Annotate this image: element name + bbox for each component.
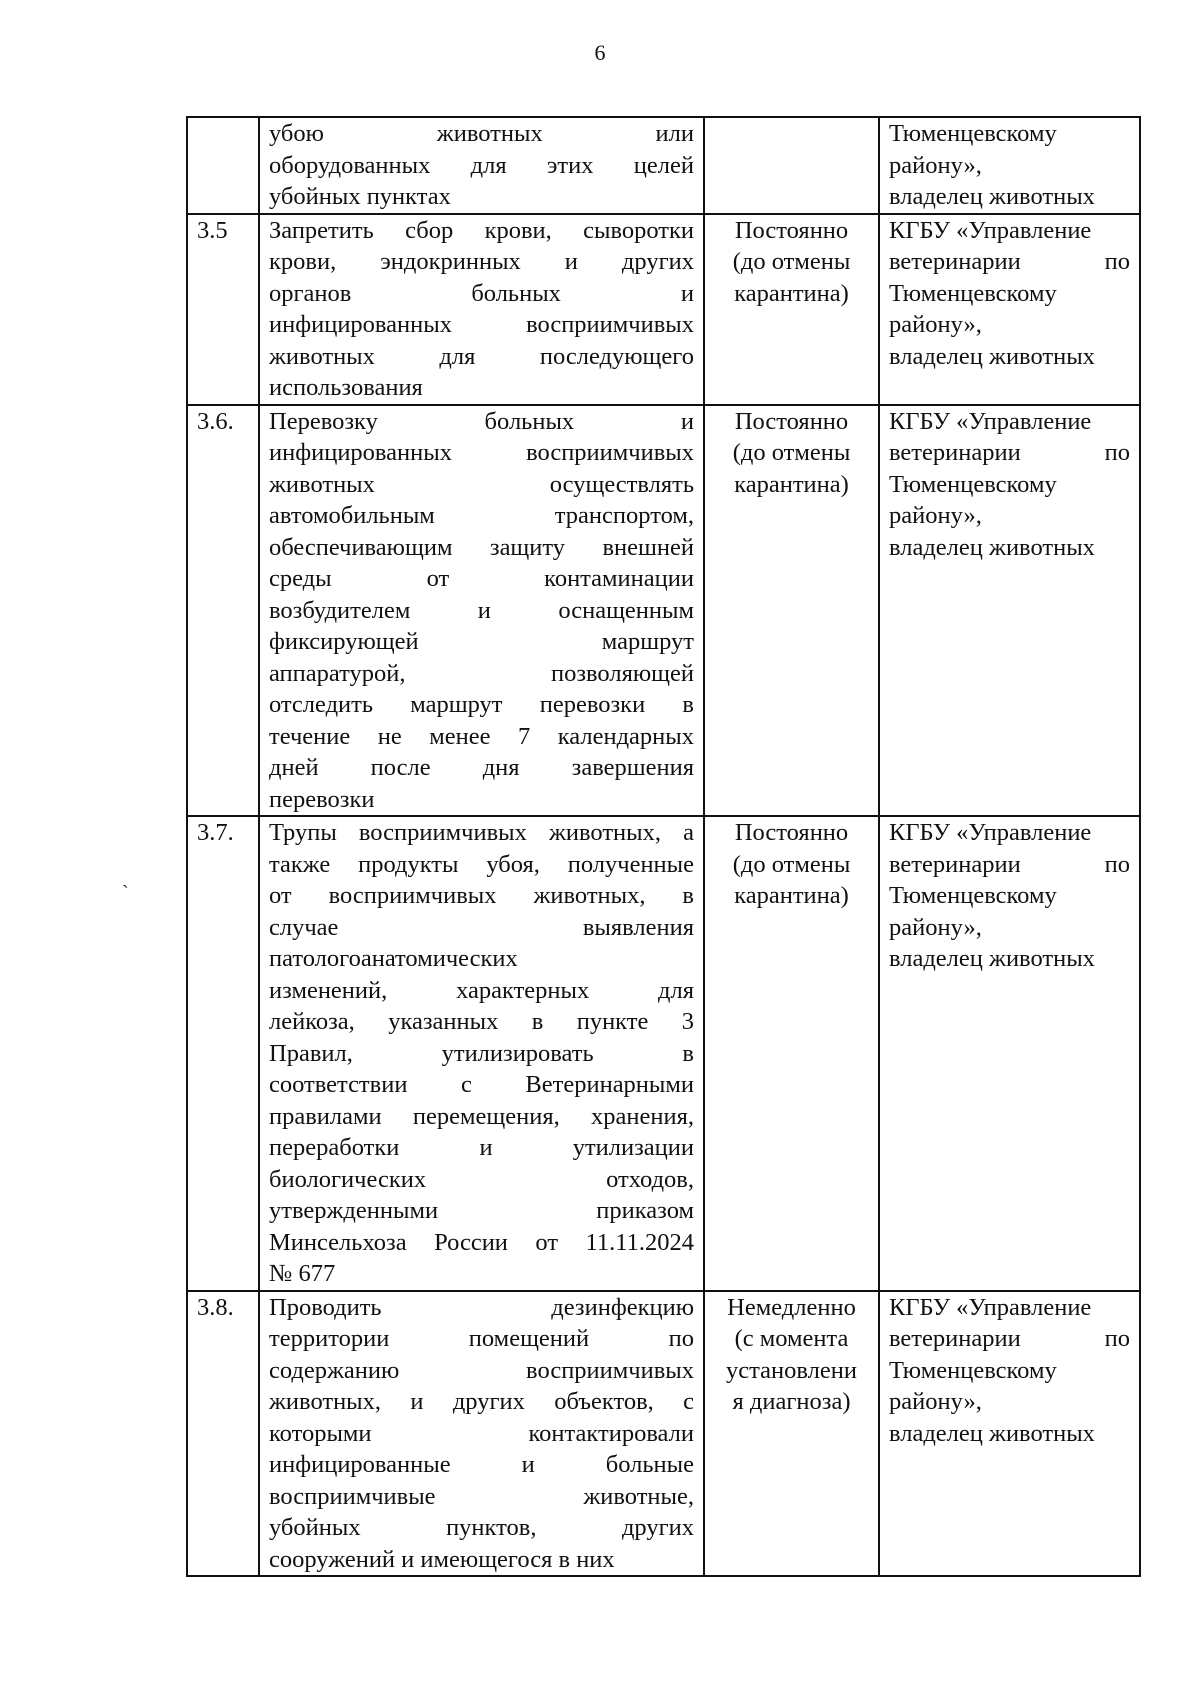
measure-text-line: убою животных или — [269, 120, 694, 147]
measure-text-line: Запретить сбор крови, сыворотки — [269, 216, 694, 244]
measure-text-line: органов больных и — [269, 279, 694, 307]
measure-text-line: животных осуществлять — [269, 470, 694, 498]
term-line: Постоянно — [734, 407, 849, 435]
measure-text-line: от восприимчивых животных, в — [269, 882, 694, 909]
table-row — [187, 117, 1140, 214]
measure-text — [259, 1291, 704, 1577]
table-row — [187, 816, 1140, 1291]
responsible-line: Тюменцевскому — [889, 882, 1057, 909]
responsible-line: КГБУ «Управление — [889, 407, 1092, 435]
term-line: (до отмены — [732, 850, 851, 878]
measure-text-line: сооружений и имеющегося в них — [269, 1545, 615, 1573]
measure-text-line: аппаратурой, позволяющей — [269, 659, 694, 687]
responsible-line: ветеринарии по — [889, 248, 1130, 275]
measures-table — [186, 116, 1141, 1577]
measure-text — [259, 816, 704, 1291]
measure-text-line: № 677 — [269, 1260, 336, 1287]
measure-text-line: отследить маршрут перевозки в — [269, 691, 694, 718]
measure-text-line: фиксирующей маршрут — [269, 628, 694, 655]
table-row — [187, 214, 1140, 405]
measure-text-line: возбудителем и оснащенным — [269, 596, 694, 624]
table-row — [187, 405, 1140, 817]
measure-text-line: перевозки — [269, 785, 375, 813]
term-line: установлени — [726, 1356, 857, 1384]
page-number: 6 — [594, 40, 606, 65]
measure-text-line: убойных пунктах — [269, 183, 451, 210]
measure-text-line: патологоанатомических — [269, 945, 518, 972]
measure-text-line: Минсельхоза России от 11.11.2024 — [269, 1228, 694, 1256]
measure-text-line: среды от контаминации — [269, 565, 694, 592]
responsible-line: КГБУ «Управление — [889, 216, 1092, 244]
measure-text-line: Правил, утилизировать в — [269, 1039, 694, 1067]
responsible-line: КГБУ «Управление — [889, 819, 1092, 846]
term-line: карантина) — [734, 470, 849, 498]
item-number: 3.8. — [187, 1291, 259, 1577]
term-cell — [704, 405, 879, 817]
measure-text-line: лейкоза, указанных в пункте 3 — [269, 1008, 694, 1035]
responsible-line: владелец животных — [889, 945, 1095, 972]
responsible-line: району», — [889, 1388, 982, 1415]
item-number — [187, 117, 259, 214]
term-cell — [704, 117, 879, 214]
stray-mark: ` — [122, 882, 129, 904]
measure-text — [259, 117, 704, 214]
term-cell — [704, 1291, 879, 1577]
measure-text-line: правилами перемещения, хранения, — [269, 1102, 694, 1130]
responsible-line: ветеринарии по — [889, 439, 1130, 466]
term-line: карантина) — [734, 882, 849, 909]
responsible-line: владелец животных — [889, 342, 1095, 370]
measure-text-line: убойных пунктов, других — [269, 1514, 694, 1541]
responsible-cell — [879, 117, 1140, 214]
measure-text-line: восприимчивые животные, — [269, 1482, 694, 1510]
responsible-line: району», — [889, 311, 982, 338]
item-number: 3.5 — [187, 214, 259, 405]
measure-text — [259, 214, 704, 405]
measure-text — [259, 405, 704, 817]
measure-text-line: крови, эндокринных и других — [269, 248, 694, 275]
term-line: (до отмены — [732, 439, 851, 466]
measure-text-line: содержанию восприимчивых — [269, 1356, 694, 1384]
responsible-cell — [879, 405, 1140, 817]
measure-text-line: утвержденными приказом — [269, 1197, 694, 1224]
responsible-line: владелец животных — [889, 1419, 1095, 1447]
responsible-line: Тюменцевскому — [889, 1356, 1057, 1384]
responsible-line: Тюменцевскому — [889, 279, 1057, 307]
measure-text-line: инфицированных восприимчивых — [269, 311, 694, 338]
measure-text-line: случае выявления — [269, 913, 694, 941]
responsible-line: КГБУ «Управление — [889, 1293, 1092, 1321]
measure-text-line: течение не менее 7 календарных — [269, 722, 694, 750]
responsible-line: владелец животных — [889, 183, 1095, 210]
term-line: (с момента — [734, 1325, 849, 1352]
term-cell — [704, 214, 879, 405]
term-line: карантина) — [734, 279, 849, 307]
term-line: Немедленно — [727, 1293, 856, 1321]
responsible-line: району», — [889, 151, 982, 179]
measure-text-line: Проводить дезинфекцию — [269, 1293, 694, 1321]
measure-text-line: оборудованных для этих целей — [269, 151, 694, 179]
responsible-line: ветеринарии по — [889, 850, 1130, 878]
measure-text-line: изменений, характерных для — [269, 976, 694, 1004]
responsible-line: владелец животных — [889, 533, 1095, 561]
term-line: Постоянно — [734, 819, 849, 846]
measure-text-line: использования — [269, 374, 423, 401]
measure-text-line: соответствии с Ветеринарными — [269, 1071, 694, 1098]
item-number: 3.6. — [187, 405, 259, 817]
responsible-line: району», — [889, 913, 982, 941]
measure-text-line: переработки и утилизации — [269, 1134, 694, 1161]
measure-text-line: которыми контактировали — [269, 1419, 694, 1447]
term-line: я диагноза) — [732, 1388, 851, 1415]
measure-text-line: дней после дня завершения — [269, 754, 694, 781]
measure-text-line: автомобильным транспортом, — [269, 502, 694, 529]
measure-text-line: инфицированные и больные — [269, 1451, 694, 1478]
responsible-cell — [879, 214, 1140, 405]
term-cell — [704, 816, 879, 1291]
term-line: Постоянно — [734, 216, 849, 244]
measure-text-line: инфицированных восприимчивых — [269, 439, 694, 466]
measure-text-line: территории помещений по — [269, 1325, 694, 1352]
table-row — [187, 1291, 1140, 1577]
measure-text-line: Трупы восприимчивых животных, а — [269, 819, 694, 846]
term-line: (до отмены — [732, 248, 851, 275]
responsible-line: ветеринарии по — [889, 1325, 1130, 1352]
measure-text-line: животных, и других объектов, с — [269, 1388, 694, 1415]
responsible-line: Тюменцевскому — [889, 470, 1057, 498]
measure-text-line: также продукты убоя, полученные — [269, 850, 694, 878]
measure-text-line: обеспечивающим защиту внешней — [269, 533, 694, 561]
measure-text-line: Перевозку больных и — [269, 407, 694, 435]
measure-text-line: биологических отходов, — [269, 1165, 694, 1193]
item-number: 3.7. — [187, 816, 259, 1291]
responsible-cell — [879, 1291, 1140, 1577]
responsible-line: району», — [889, 502, 982, 529]
measure-text-line: животных для последующего — [269, 342, 694, 370]
responsible-line: Тюменцевскому — [889, 120, 1057, 147]
responsible-cell — [879, 816, 1140, 1291]
